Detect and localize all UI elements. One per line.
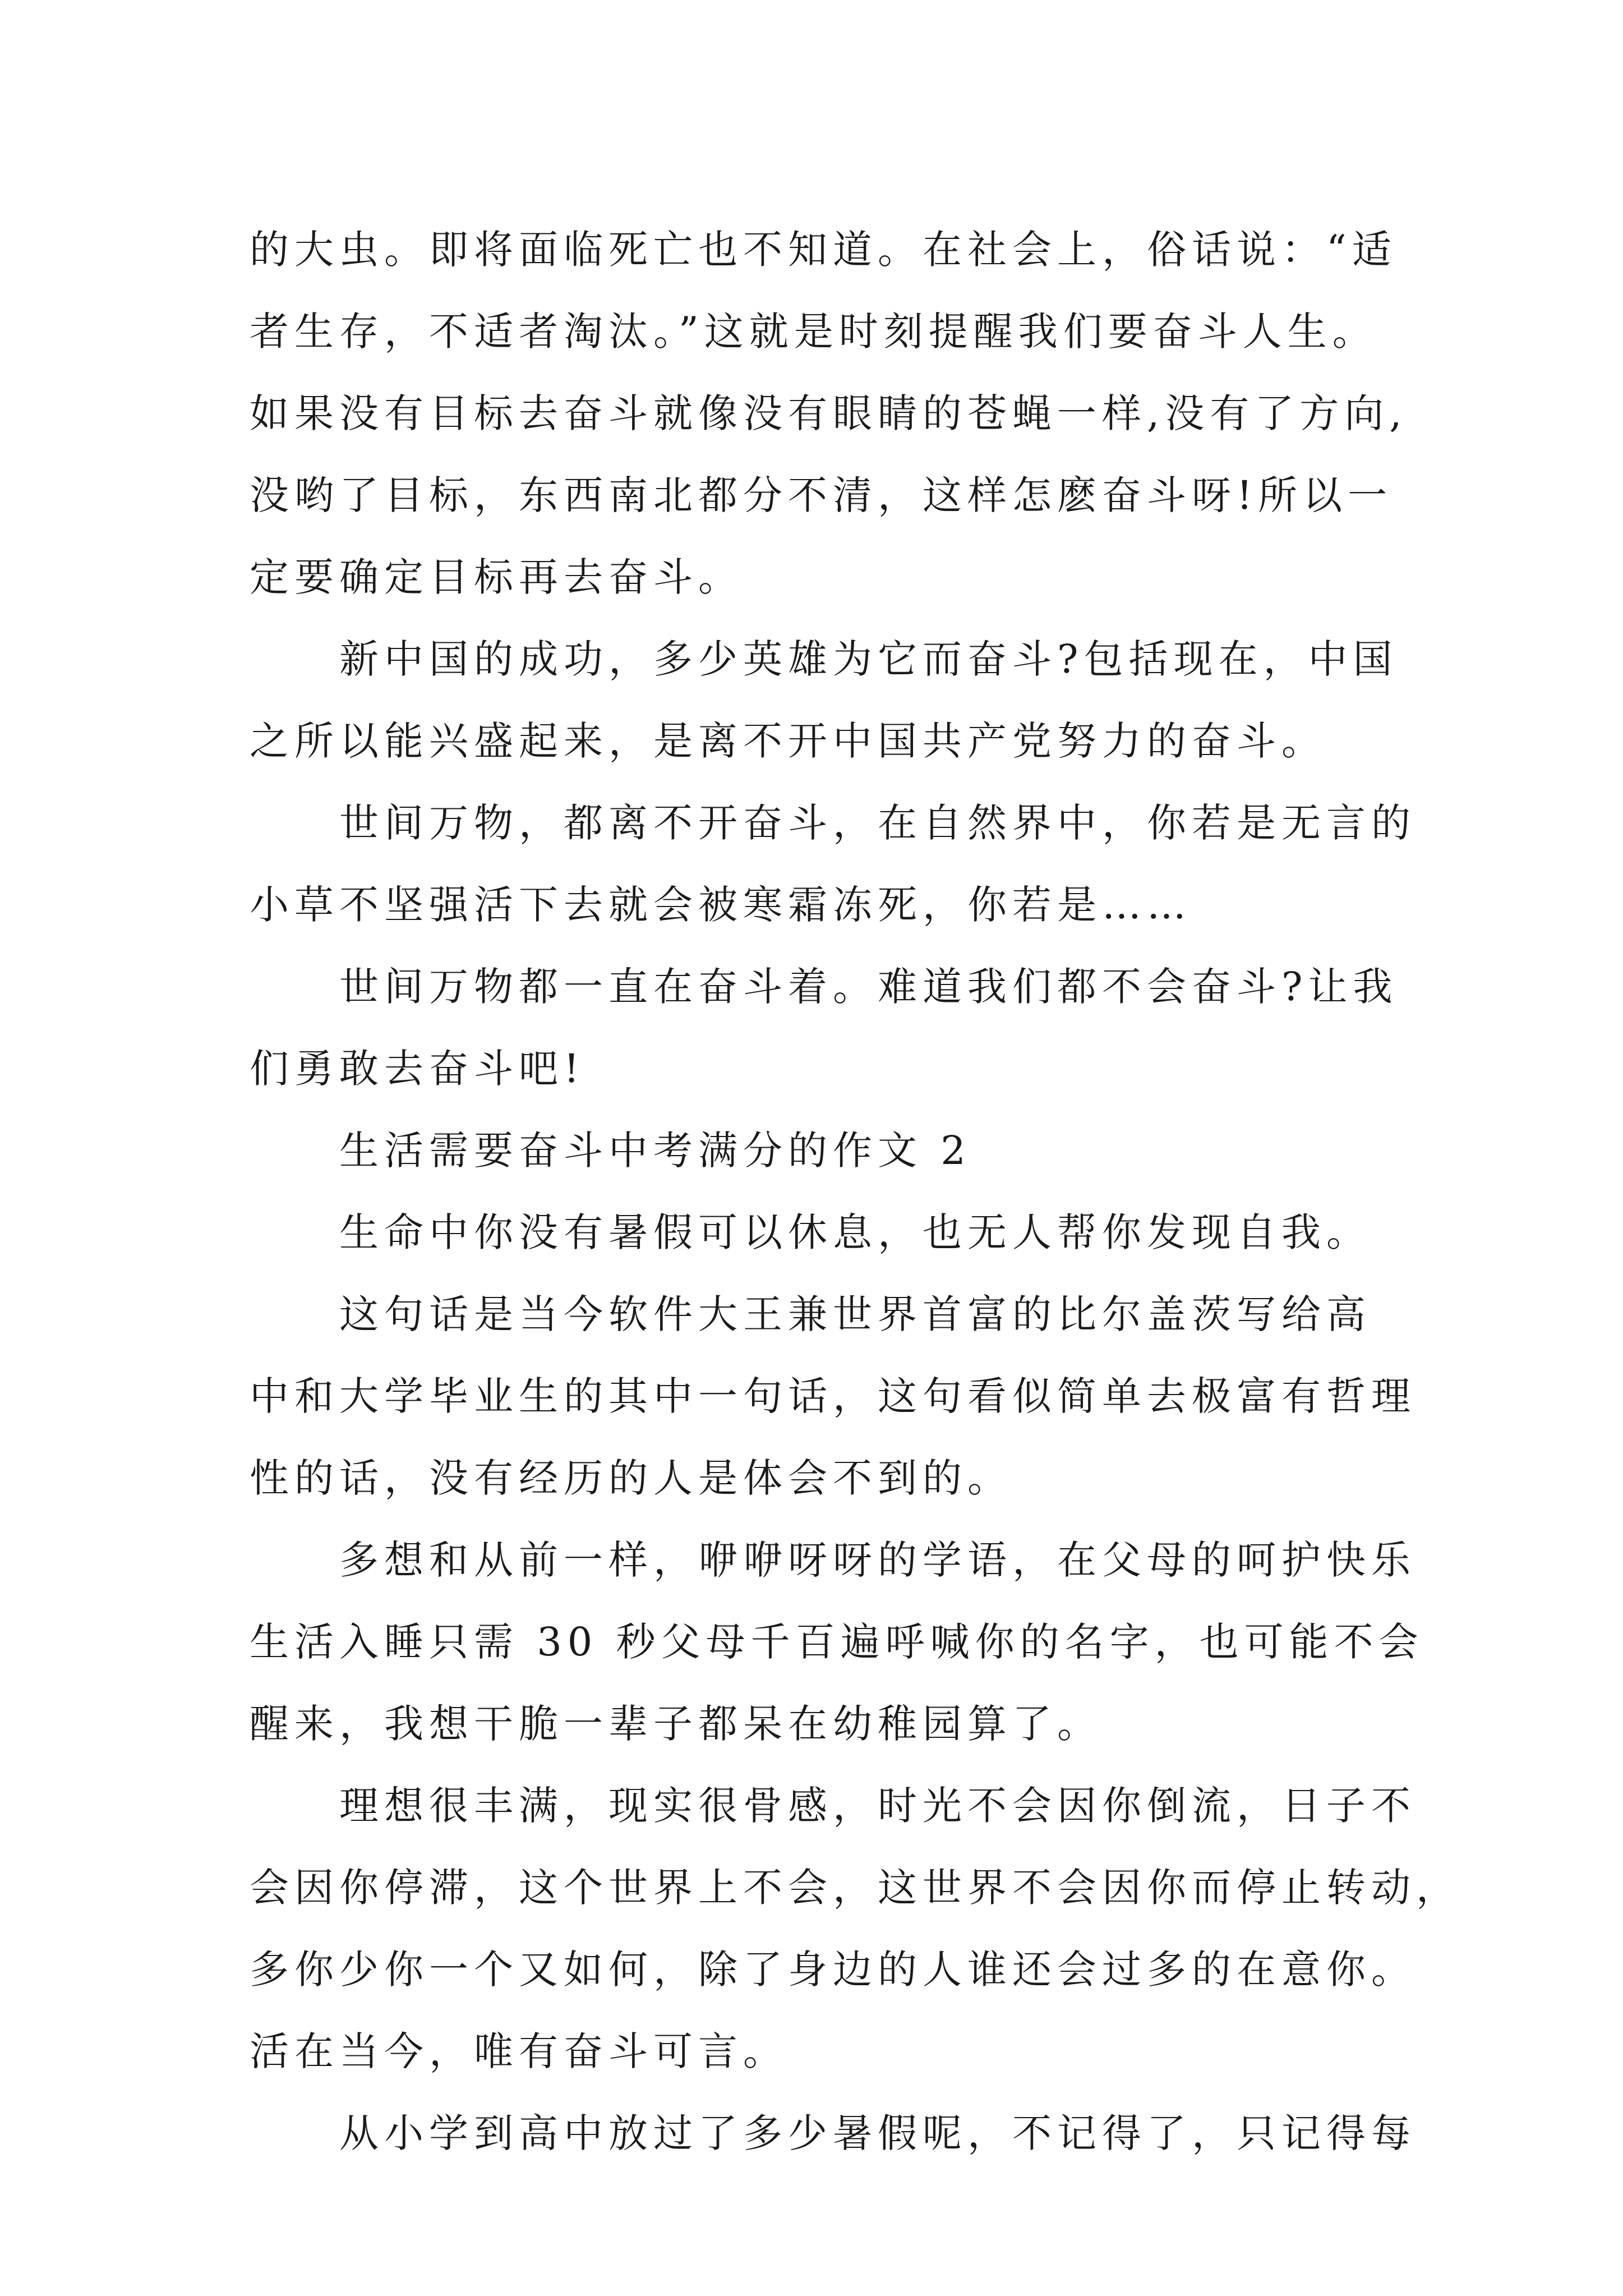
text-line-14: 这句话是当今软件大王兼世界首富的比尔盖茨写给高 bbox=[339, 1291, 1371, 1337]
text-line-18: 生活入睡只需 30 秒父母千百遍呼喊你的名字，也可能不会 bbox=[250, 1619, 1424, 1665]
text-line-7: 之所以能兴盛起来，是离不开中国共产党努力的奋斗。 bbox=[250, 718, 1326, 764]
text-line-4: 没哟了目标，东西南北都分不清，这样怎麽奋斗呀!所以一 bbox=[250, 472, 1393, 518]
text-line-9: 小草不坚强活下去就会被寒霜冻死，你若是…… bbox=[250, 882, 1192, 928]
text-line-1: 的大虫。即将面临死亡也不知道。在社会上，俗话说：“适 bbox=[250, 227, 1397, 273]
text-line-19: 醒来，我想干脆一辈子都呆在幼稚园算了。 bbox=[250, 1701, 1102, 1747]
text-line-2: 者生存，不适者淘汰。”这就是时刻提醒我们要奋斗人生。 bbox=[250, 309, 1377, 355]
text-line-21: 会因你停滞，这个世界上不会，这世界不会因你而停止转动， bbox=[250, 1865, 1461, 1911]
text-line-23: 活在当今，唯有奋斗可言。 bbox=[250, 2028, 788, 2074]
text-line-10: 世间万物都一直在奋斗着。难道我们都不会奋斗?让我 bbox=[339, 964, 1398, 1010]
text-line-6: 新中国的成功，多少英雄为它而奋斗?包括现在，中国 bbox=[339, 636, 1398, 682]
text-line-16: 性的话，没有经历的人是体会不到的。 bbox=[250, 1455, 1012, 1501]
text-line-3: 如果没有目标去奋斗就像没有眼睛的苍蝇一样,没有了方向, bbox=[250, 390, 1408, 436]
text-line-15: 中和大学毕业生的其中一句话，这句看似简单去极富有哲理 bbox=[250, 1373, 1416, 1419]
text-line-24: 从小学到高中放过了多少暑假呢，不记得了，只记得每 bbox=[339, 2110, 1416, 2156]
text-line-20: 理想很丰满，现实很骨感，时光不会因你倒流，日子不 bbox=[339, 1783, 1416, 1829]
essay-body bbox=[250, 209, 1461, 2174]
essay-heading: 生活需要奋斗中考满分的作文 2 bbox=[339, 1128, 971, 1174]
text-line-17: 多想和从前一样，咿咿呀呀的学语，在父母的呵护快乐 bbox=[339, 1537, 1416, 1583]
text-line-22: 多你少你一个又如何，除了身边的人谁还会过多的在意你。 bbox=[250, 1947, 1416, 1993]
text-line-8: 世间万物，都离不开奋斗，在自然界中，你若是无言的 bbox=[339, 800, 1416, 846]
text-line-13: 生命中你没有暑假可以休息，也无人帮你发现自我。 bbox=[339, 1209, 1371, 1255]
text-line-5: 定要确定目标再去奋斗。 bbox=[250, 554, 743, 600]
text-line-11: 们勇敢去奋斗吧! bbox=[250, 1046, 585, 1092]
